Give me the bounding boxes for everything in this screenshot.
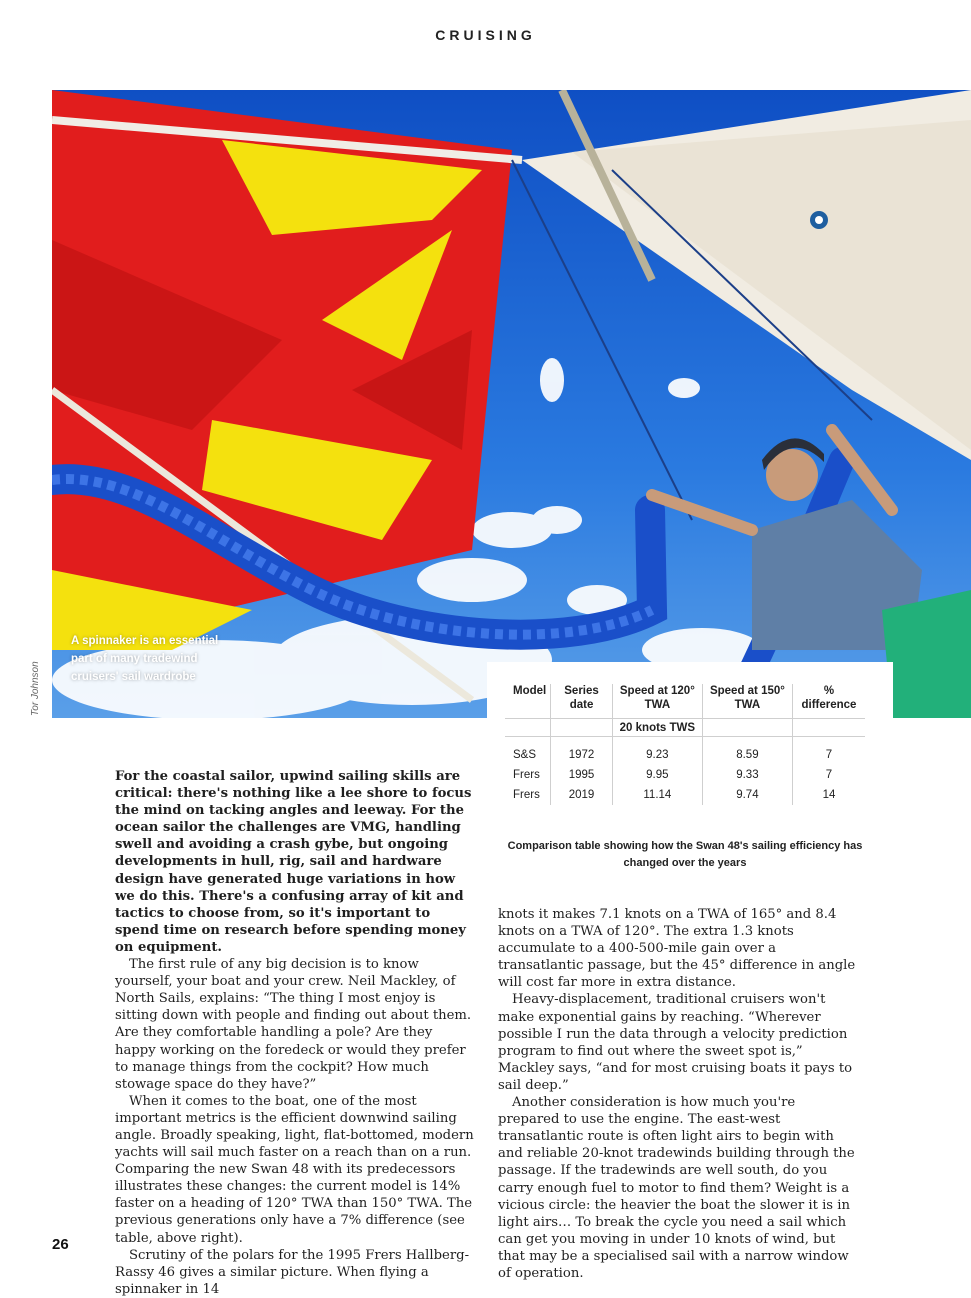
- article-paragraph: Another consideration is how much you're prepared to use the engine. The east-west transatlantic route is often light airs to begin with and reliable 20-knot tradewinds building through the passage. If the tradewinds are well south, do you carry enough fuel to motor to find them? Weight is a vicious circle: the heavier the boat the slower it is in light airs… To break the cycle you need a sail which can get you moving in under 10 knots of wind, but that may be a specialised sail with a narrow window of operation.: [498, 1095, 855, 1281]
- article-intro: For the coastal sailor, upwind sailing skills are critical: there's nothing like a lee shore to focus the mind on tacking angles and leeway. For the ocean sailor the challenges are VMG, handling swell and avoiding a crash gybe, but ongoing developments in hull, rig, sail and hardware design have generated huge variations in how we do this. There's a confusing array of kit and tactics to choose from, so it's important to spend time on research before spending money on equipment.: [115, 769, 472, 955]
- section-title: CRUISING: [435, 27, 536, 43]
- table-cell: S&S: [513, 749, 537, 761]
- table-subheader-row: [505, 719, 865, 737]
- table-caption: Comparison table showing how the Swan 48's sailing efficiency has changed over the years: [507, 840, 863, 869]
- article-paragraph: Heavy-displacement, traditional cruisers won't make exponential gains by reaching. “Wherever possible I run the data through a velocity prediction program to find out where the sweet spot is,” Mackley says, “and for most cruising boats it pays to sail deep.”: [498, 992, 853, 1093]
- table-cell: 11.14: [612, 785, 702, 805]
- column-header: Series date: [551, 684, 613, 719]
- table-cell: 8.59: [702, 745, 792, 765]
- photo-credit: Tor Johnson: [30, 661, 41, 716]
- table-cell: 14: [792, 785, 865, 805]
- table-cell: 9.23: [612, 745, 702, 765]
- table-cell: 7: [792, 745, 865, 765]
- article-column-left: [115, 768, 477, 1298]
- column-header: Speed at 150° TWA: [702, 684, 792, 719]
- spinnaker-illustration: [52, 90, 971, 718]
- table-cell: 9.74: [702, 785, 792, 805]
- table-header-row: [505, 684, 865, 719]
- article-paragraph: When it comes to the boat, one of the most important metrics is the efficient downwind sailing angle. Broadly speaking, light, flat-bottomed, modern yachts will sail much faster on a reach than on a run. Comparing the new Swan 48 with its predecessors illustrates these changes: the current model is 14% faster on a heading of 120° TWA than 150° TWA. The previous generations only have a 7% difference (see table, above right).: [115, 1093, 474, 1246]
- table-row: [505, 785, 865, 805]
- table-row: [505, 745, 865, 765]
- spinnaker-photo: [52, 90, 971, 718]
- table-cell: 1972: [551, 745, 613, 765]
- photo-caption: A spinnaker is an essential part of many tradewind cruisers' sail wardrobe: [71, 635, 219, 683]
- column-header: % difference: [792, 684, 865, 719]
- page-number: 26: [52, 1236, 69, 1253]
- column-header: Speed at 120° TWA: [612, 684, 702, 719]
- article-paragraph: The first rule of any big decision is to know yourself, your boat and your crew. Neil Mackley, of North Sails, explains: “The thing I most enjoy is sitting down with people and finding out about them. Are they comfortable handling a pole? Are they happy working on the foredeck or would they prefer to manage things from the cockpit? How much stowage space do they have?”: [115, 957, 472, 1092]
- table-row: [505, 765, 865, 785]
- article-column-right: [498, 906, 860, 1282]
- table-cell: 7: [792, 765, 865, 785]
- table-cell: 9.95: [612, 765, 702, 785]
- column-header: Model: [513, 685, 547, 697]
- table-cell: Frers: [513, 769, 540, 781]
- table-cell: 1995: [551, 765, 613, 785]
- comparison-table: [505, 684, 865, 805]
- article-paragraph: Scrutiny of the polars for the 1995 Frers Hallberg-Rassy 46 gives a similar picture. When flying a spinnaker in 14: [115, 1247, 470, 1297]
- article-paragraph: knots it makes 7.1 knots on a TWA of 165° and 8.4 knots on a TWA of 120°. The extra 1.3 knots accumulate to a 400-500-mile gain over a transatlantic passage, but the 45° difference in angle will cost far more in extra distance.: [498, 907, 856, 991]
- table-cell: 2019: [551, 785, 613, 805]
- wind-speed-subheader: 20 knots TWS: [612, 719, 702, 737]
- comparison-table-panel: [487, 662, 893, 884]
- table-cell: Frers: [513, 789, 540, 801]
- table-cell: 9.33: [702, 765, 792, 785]
